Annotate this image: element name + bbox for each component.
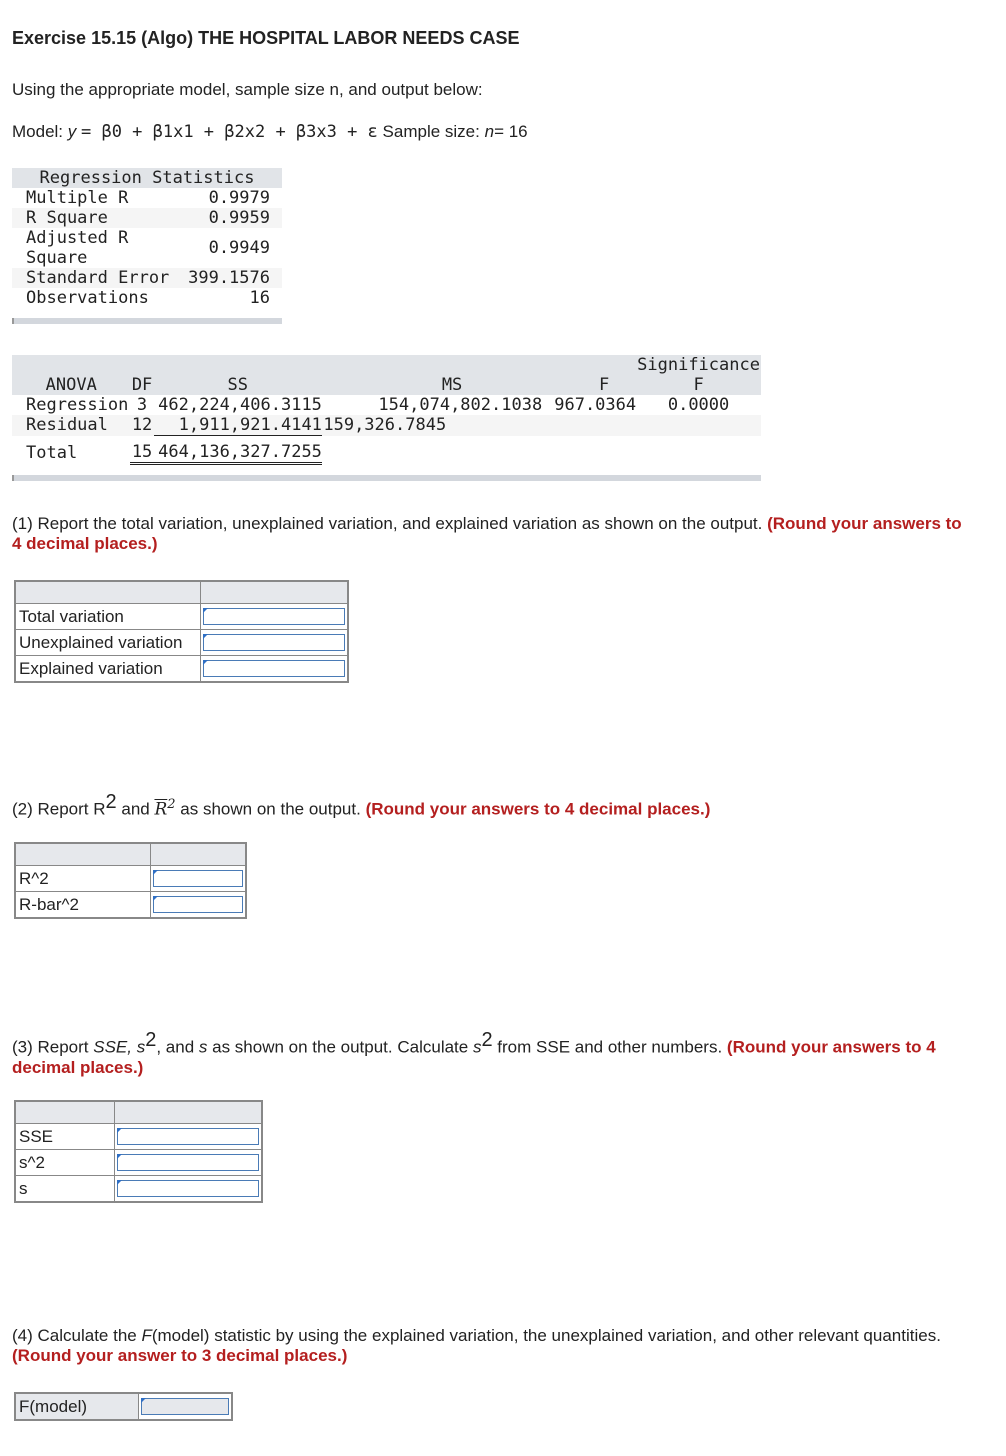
intro-text: Using the appropriate model, sample size n, and output below: <box>12 80 483 99</box>
anova-cell <box>542 436 636 464</box>
stat-label: Multiple R <box>26 188 129 208</box>
question-3-text: as shown on the output. Calculate <box>207 1037 473 1057</box>
page-title: Exercise 15.15 (Algo) THE HOSPITAL LABOR NEEDS CASE <box>12 28 520 48</box>
question-2-text: as shown on the output. <box>180 799 361 819</box>
question-4-text: (model) statistic by using the explained variation, the unexplained variation, and other relevant quantities. <box>151 1326 941 1345</box>
unexplained-variation-input[interactable] <box>203 634 345 651</box>
answer-cell <box>139 1393 233 1420</box>
stat-row <box>12 188 282 208</box>
stat-label: Adjusted R Square <box>26 228 129 268</box>
total-variation-input[interactable] <box>203 608 345 625</box>
question-4-text: (4) Calculate the <box>12 1326 142 1345</box>
stat-row <box>12 228 282 268</box>
question-2-text: (2) Report R <box>12 799 106 819</box>
stat-row <box>12 288 282 308</box>
anova-header: ANOVA <box>45 375 97 395</box>
question-1 <box>12 514 972 554</box>
header-cell <box>15 843 151 866</box>
answer-cell <box>201 630 349 656</box>
explained-variation-input[interactable] <box>203 660 345 677</box>
anova-cell: 12 <box>131 415 153 436</box>
anova-cell: Total <box>26 442 78 463</box>
anova-cell <box>322 436 542 464</box>
row-label: s <box>15 1176 115 1203</box>
question-3-text: , and <box>156 1037 199 1057</box>
question-4-rounding: (Round your answer to 3 decimal places.) <box>12 1346 348 1365</box>
anova-header: Significance F <box>637 355 760 395</box>
question-1-text: (1) Report the total variation, unexplained variation, and explained variation as shown on the output. <box>12 514 763 533</box>
question-4 <box>12 1326 972 1366</box>
superscript: 2 <box>105 791 117 813</box>
question-4-text: F <box>141 1326 152 1345</box>
table-footer-bar <box>12 318 282 324</box>
anova-cell: 1,911,921.4141 <box>154 415 322 436</box>
row-label: s^2 <box>15 1150 115 1176</box>
regression-statistics-header: Regression Statistics <box>12 168 282 188</box>
header-cell <box>201 581 349 604</box>
r-bar-symbol: $\overline{R}$ <box>154 799 168 820</box>
stat-row <box>12 208 282 228</box>
anova-cell: 464,136,327.7255 <box>154 436 322 464</box>
anova-cell: 15 <box>130 436 153 464</box>
sse-input[interactable] <box>117 1128 259 1145</box>
superscript: 2 <box>167 797 176 812</box>
question-1-answer-table <box>14 580 349 683</box>
anova-cell: 154,074,802.1038 <box>378 395 543 415</box>
stat-value: 0.9959 <box>208 208 270 228</box>
answer-cell <box>151 892 247 919</box>
regression-statistics-table <box>12 168 282 324</box>
sample-size-value: = 16 <box>494 122 528 141</box>
anova-cell: Regression <box>26 395 129 415</box>
question-3-rounding: (Round your answers to 4 decimal places.) <box>12 1037 936 1077</box>
answer-cell <box>201 604 349 630</box>
header-cell <box>15 1101 115 1124</box>
stat-label: Standard Error <box>26 268 170 288</box>
question-2 <box>12 792 972 820</box>
row-label: Explained variation <box>15 656 201 683</box>
anova-cell: 462,224,406.3115 <box>158 395 322 415</box>
header-cell <box>115 1101 263 1124</box>
model-line <box>12 122 528 142</box>
row-label: Unexplained variation <box>15 630 201 656</box>
row-label: R-bar^2 <box>15 892 151 919</box>
r-squared-input[interactable] <box>153 870 243 887</box>
answer-cell <box>115 1150 263 1176</box>
anova-cell: 967.0364 <box>554 395 637 415</box>
question-3-text: s <box>198 1037 208 1057</box>
question-2-rounding: (Round your answers to 4 decimal places.) <box>365 799 711 819</box>
question-3-text: from SSE and other numbers. <box>492 1037 723 1057</box>
question-2-text: and <box>116 799 155 819</box>
anova-cell <box>542 415 636 436</box>
answer-cell <box>115 1124 263 1150</box>
question-3-text: (3) Report <box>12 1037 94 1057</box>
r-bar-squared-input[interactable] <box>153 896 243 913</box>
answer-cell <box>201 656 349 683</box>
anova-cell: 159,326.7845 <box>323 415 447 436</box>
row-label: Total variation <box>15 604 201 630</box>
superscript: 2 <box>481 1029 493 1051</box>
stat-row <box>12 268 282 288</box>
stat-value: 0.9979 <box>208 188 270 208</box>
anova-cell <box>636 415 761 436</box>
anova-header: MS <box>441 375 463 395</box>
stat-label: R Square <box>26 208 108 228</box>
model-prefix: Model: <box>12 122 68 141</box>
row-label: SSE <box>15 1124 115 1150</box>
question-3-text: SSE, s <box>93 1037 146 1057</box>
anova-cell <box>636 436 761 464</box>
model-equation: = β0 + β1x1 + β2x2 + β3x3 + ε <box>80 122 378 142</box>
table-footer-bar <box>12 475 761 481</box>
anova-cell: Residual <box>26 415 108 436</box>
stat-value: 16 <box>249 288 270 308</box>
stat-value: 399.1576 <box>188 268 270 288</box>
anova-header: DF <box>131 375 153 395</box>
anova-header: SS <box>227 375 249 395</box>
superscript: 2 <box>145 1029 157 1051</box>
anova-cell: 3 <box>136 395 148 415</box>
question-3-answer-table <box>14 1100 263 1203</box>
question-4-answer-table <box>14 1392 233 1421</box>
question-2-answer-table <box>14 842 247 919</box>
f-model-input[interactable] <box>141 1398 229 1415</box>
answer-cell <box>151 866 247 892</box>
row-label: R^2 <box>15 866 151 892</box>
stat-value: 0.9949 <box>208 238 270 258</box>
answer-cell <box>115 1176 263 1203</box>
anova-header: F <box>599 375 610 395</box>
row-label: F(model) <box>15 1393 139 1420</box>
sample-size-n: n <box>484 122 495 141</box>
header-cell <box>15 581 201 604</box>
s-input[interactable] <box>117 1180 259 1197</box>
question-1-rounding: (Round your answers to 4 decimal places.) <box>12 514 962 553</box>
question-3-text: s <box>472 1037 482 1057</box>
question-3 <box>12 1030 972 1078</box>
anova-table <box>12 355 761 481</box>
model-y: y <box>67 122 77 141</box>
sample-size-label: Sample size: <box>382 122 480 141</box>
s-squared-input[interactable] <box>117 1154 259 1171</box>
stat-label: Observations <box>26 288 149 308</box>
header-cell <box>151 843 247 866</box>
anova-cell: 0.0000 <box>667 395 730 415</box>
